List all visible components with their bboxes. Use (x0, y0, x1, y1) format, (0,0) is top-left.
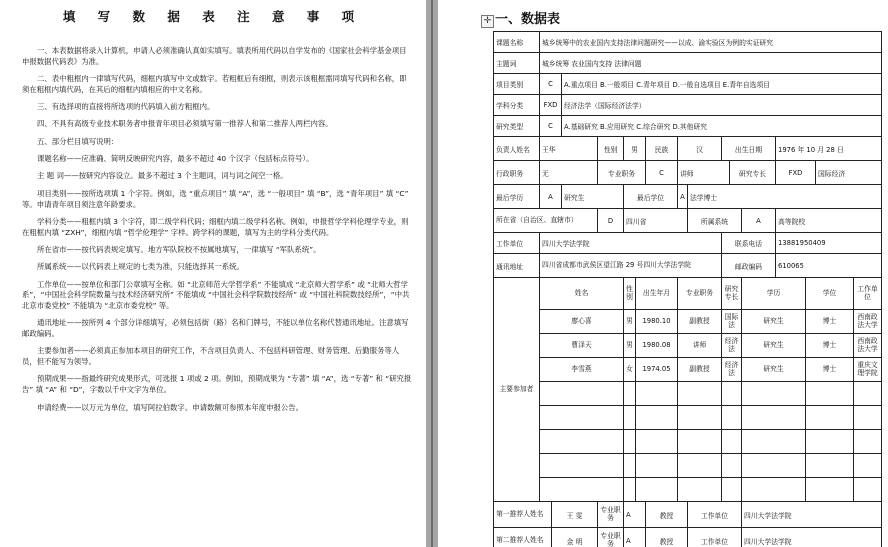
label-phone: 联系电话 (722, 233, 776, 254)
participants-col-header: 专业职务 (678, 278, 722, 310)
label-gender: 性别 (598, 137, 624, 161)
instruction-paragraph: 工作单位——按单位和部门公章填写全称。如 “北京师范大学哲学系” 不能填成 “北京师大哲学系” 或 “北师大哲学系”，“中国社会科学院数量与技术经济研究所” 不能填成 “中国社会科学院数技经所” 或 “中国社科院数技经所”，“中共北京市委党校” 不能填为 “北京市委党校” 等。 (22, 279, 410, 311)
label-province: 所在省（自治区、直辖市） (494, 209, 598, 233)
table-move-handle-icon[interactable]: ✛ (481, 15, 494, 28)
instruction-paragraph: 四、不具有高级专业技术职务者申报青年项目必须填写第一推荐人和第二推荐人两栏内容。 (37, 119, 333, 129)
value-recommender-name[interactable]: 金 明 (552, 528, 598, 547)
row-project-type (494, 74, 882, 95)
project-type-options: A.重点项目 B.一般项目 C.青年项目 D.一般自选项目 E.青年自选项目 (562, 74, 882, 95)
participant-cell[interactable]: 西南政法大学 (854, 310, 882, 334)
research-type-options: A.基础研究 B.应用研究 C.综合研究 D.其他研究 (562, 116, 882, 137)
instruction-paragraph: 课题名称——应准确、简明反映研究内容，最多不超过 40 个汉字（包括标点符号）。 (37, 154, 314, 164)
label-address: 通讯地址 (494, 254, 540, 278)
row-topic (494, 32, 882, 53)
instructions-title: 填 写 数 据 表 注 意 事 项 (62, 9, 364, 24)
instruction-paragraph: 申请经费——以万元为单位，填写阿拉伯数字。申请数额可参照本年度申报公告。 (37, 402, 304, 412)
value-project-type-code[interactable]: C (540, 74, 562, 95)
label-recommender-prof: 专业职务 (598, 528, 624, 547)
value-recommender-unit[interactable]: 四川大学法学院 (742, 502, 882, 528)
participant-cell[interactable]: 1980.08 (636, 334, 678, 358)
row-province (494, 209, 882, 233)
participant-cell[interactable] (722, 406, 742, 430)
instruction-paragraph: 主要参加者——必须真正参加本项目的研究工作，不含项目负责人、不包括科研管理、财务管理、后勤服务等人员，但不能写为领导。 (22, 346, 400, 367)
label-ethnicity: 民族 (646, 137, 678, 161)
participant-cell[interactable]: 讲师 (678, 334, 722, 358)
row-titles (494, 161, 882, 185)
label-project-type: 项目类别 (494, 74, 540, 95)
value-postcode[interactable]: 610065 (776, 254, 882, 278)
participants-col-header: 学历 (742, 278, 806, 310)
data-form-table (493, 31, 882, 547)
participant-row (494, 406, 882, 430)
label-prof-title: 专业职务 (598, 161, 646, 185)
label-postcode: 邮政编码 (722, 254, 776, 278)
instructions-body (22, 46, 412, 420)
participants-col-header: 研究专长 (722, 278, 742, 310)
recommenders-section (494, 502, 882, 547)
participant-cell[interactable] (854, 382, 882, 406)
participant-cell[interactable] (636, 406, 678, 430)
participant-cell[interactable] (742, 406, 806, 430)
participant-cell[interactable]: 经济法 (722, 334, 742, 358)
participant-cell[interactable] (678, 478, 722, 502)
participants-col-header: 出生年月 (636, 278, 678, 310)
label-main-participants: 主要参加者 (494, 278, 540, 502)
participant-row (494, 454, 882, 478)
recommender-row (494, 528, 882, 547)
participant-row (494, 310, 882, 334)
participant-cell[interactable] (806, 430, 854, 454)
instruction-paragraph: 所属系统——以代码表上规定的七类为准，只能选择其一系统。 (37, 262, 244, 272)
participant-cell[interactable]: 重庆文理学院 (854, 358, 882, 382)
instruction-paragraph: 二、表中粗框内一律填写代码，细框内填写中文或数字。若粗框后有细框，则表示该粗框需同填写代码和名称，即须在粗框内填代码，在其后的细框内填相应的中文名称。 (22, 74, 407, 94)
value-recommender-unit[interactable]: 四川大学法学院 (742, 528, 882, 547)
participant-cell[interactable] (636, 454, 678, 478)
participant-cell[interactable]: 研究生 (742, 310, 806, 334)
participants-header-row (494, 278, 882, 310)
participant-cell[interactable] (636, 478, 678, 502)
participant-cell[interactable] (636, 430, 678, 454)
row-discipline (494, 95, 882, 116)
participant-cell[interactable] (540, 478, 624, 502)
recommender-row (494, 502, 882, 528)
section-title: 一、数据表 (495, 12, 561, 27)
participant-cell[interactable] (806, 454, 854, 478)
participant-cell[interactable] (624, 430, 636, 454)
label-leader-name: 负责人姓名 (494, 137, 540, 161)
value-phone[interactable]: 13881950409 (776, 233, 882, 254)
participant-cell[interactable]: 博士 (806, 358, 854, 382)
instruction-paragraph: 学科分类——粗框内填 3 个字符，即二级学科代码；细框内填二级学科名称。例如，申报哲学学科伦理学专业，则在粗框内填 “ZXH”，细框内填 “哲学伦理学” 字样。跨学科的课题，填写为主的学科分类代码。 (22, 216, 409, 237)
instructions-page (0, 0, 426, 547)
participant-cell[interactable] (624, 454, 636, 478)
value-gender[interactable]: 男 (624, 137, 646, 161)
participant-cell[interactable] (624, 382, 636, 406)
participant-cell[interactable]: 女 (624, 358, 636, 382)
instruction-paragraph: 三、有选择项的直接将所选项的代码填入前方粗框内。 (37, 102, 215, 112)
participant-cell[interactable]: 李雪燕 (540, 358, 624, 382)
participant-cell[interactable]: 博士 (806, 334, 854, 358)
value-province-code[interactable]: D (598, 209, 624, 233)
participant-cell[interactable] (722, 478, 742, 502)
label-discipline: 学科分类 (494, 95, 540, 116)
participant-cell[interactable]: 1974.05 (636, 358, 678, 382)
label-keywords: 主题词 (494, 53, 540, 74)
instruction-paragraph: 所在省市——按代码表规定填写。地方军队院校不按属地填写，一律填写 “军队系统”。 (37, 244, 321, 254)
participant-cell[interactable] (742, 454, 806, 478)
value-education-name[interactable]: 研究生 (562, 185, 624, 209)
participant-cell[interactable] (624, 478, 636, 502)
value-discipline-code[interactable]: FXD (540, 95, 562, 116)
value-ethnicity[interactable]: 汉 (678, 137, 722, 161)
label-work-unit: 工作单位 (494, 233, 540, 254)
participant-cell[interactable]: 廖心喜 (540, 310, 624, 334)
value-admin-title[interactable]: 无 (540, 161, 598, 185)
value-address[interactable]: 四川省成都市武侯区望江路 29 号四川大学法学院 (540, 254, 722, 278)
label-birth-date: 出生日期 (722, 137, 776, 161)
participant-cell[interactable] (854, 454, 882, 478)
value-recommender-name[interactable]: 王 雯 (552, 502, 598, 528)
label-topic: 课题名称 (494, 32, 540, 53)
participant-cell[interactable]: 男 (624, 334, 636, 358)
participant-cell[interactable] (742, 382, 806, 406)
participant-cell[interactable] (624, 406, 636, 430)
participant-cell[interactable] (806, 382, 854, 406)
participant-cell[interactable]: 1980.10 (636, 310, 678, 334)
participant-cell[interactable]: 经济法 (722, 358, 742, 382)
row-keywords (494, 53, 882, 74)
instruction-paragraph: 预期成果——指最终研究成果形式，可选报 1 项或 2 项。例如，预期成果为 “专著” 填 “A”，选 “专著” 和 “研究报告” 填 “A” 和 “D”，字数以千中文字为单位。 (22, 374, 412, 395)
value-degree-name[interactable]: 法学博士 (688, 185, 882, 209)
participant-cell[interactable] (742, 478, 806, 502)
participant-cell[interactable] (678, 406, 722, 430)
participant-row (494, 478, 882, 502)
participant-cell[interactable] (540, 430, 624, 454)
page-divider (431, 0, 433, 547)
row-research-type (494, 116, 882, 137)
label-recommender-unit: 工作单位 (688, 528, 742, 547)
participant-cell[interactable]: 男 (624, 310, 636, 334)
value-prof-title-code[interactable]: C (646, 161, 678, 185)
participant-cell[interactable] (722, 430, 742, 454)
participant-cell[interactable] (742, 430, 806, 454)
row-education (494, 185, 882, 209)
label-system: 所属系统 (688, 209, 742, 233)
participant-cell[interactable] (854, 478, 882, 502)
value-leader-name[interactable]: 王华 (540, 137, 598, 161)
value-recommender-prof-name[interactable]: 教授 (646, 502, 688, 528)
label-research-type: 研究类型 (494, 116, 540, 137)
row-leader (494, 137, 882, 161)
value-work-unit[interactable]: 四川大学法学院 (540, 233, 722, 254)
participant-cell[interactable]: 西南政法大学 (854, 334, 882, 358)
label-education: 最后学历 (494, 185, 540, 209)
value-research-type-code[interactable]: C (540, 116, 562, 137)
value-system-name[interactable]: 高等院校 (776, 209, 882, 233)
value-system-code[interactable]: A (742, 209, 776, 233)
row-work-unit (494, 233, 882, 254)
label-research-specialty: 研究专长 (730, 161, 776, 185)
label-admin-title: 行政职务 (494, 161, 540, 185)
instruction-paragraph: 五、部分栏目填写说明： (37, 136, 119, 146)
value-research-specialty-code[interactable]: FXD (776, 161, 816, 185)
label-recommender: 第二推荐人姓名 (494, 528, 552, 547)
participant-cell[interactable] (540, 406, 624, 430)
participants-col-header: 姓名 (540, 278, 624, 310)
participants-col-header: 工作单位 (854, 278, 882, 310)
participant-row (494, 358, 882, 382)
participant-cell[interactable] (854, 406, 882, 430)
participants-col-header: 学位 (806, 278, 854, 310)
value-research-specialty-name[interactable]: 国际经济 (816, 161, 882, 185)
value-topic[interactable]: 城乡统筹中的农业国内支持法律问题研究——以成、渝实验区为例的实证研究 (540, 32, 882, 53)
participant-cell[interactable] (540, 454, 624, 478)
instruction-paragraph: 项目类别——按所选项填 1 个字符。例如，选 “重点项目” 填 “A”，选 “一般项目” 填 “B”，选 “青年项目” 填 “C” 等。申请青年项目须注意年龄要求。 (22, 188, 409, 209)
participant-cell[interactable] (806, 406, 854, 430)
value-degree-code[interactable]: A (678, 185, 688, 209)
participant-cell[interactable] (722, 382, 742, 406)
instruction-paragraph: 一、本表数据将录入计算机，申请人必须准确认真如实填写。填表所用代码以自学发布的《国家社会科学基金项目申报数据代码表》为准。 (22, 46, 407, 66)
value-recommender-prof-code[interactable]: A (624, 502, 646, 528)
participant-cell[interactable] (722, 454, 742, 478)
participant-cell[interactable]: 研究生 (742, 358, 806, 382)
participant-cell[interactable]: 副教授 (678, 358, 722, 382)
label-recommender: 第一推荐人姓名 (494, 502, 552, 528)
participant-cell[interactable] (854, 430, 882, 454)
value-prof-title-name[interactable]: 讲师 (678, 161, 730, 185)
participant-cell[interactable]: 博士 (806, 310, 854, 334)
participant-row (494, 382, 882, 406)
participant-cell[interactable]: 研究生 (742, 334, 806, 358)
value-education-code[interactable]: A (540, 185, 562, 209)
participants-section (494, 278, 882, 502)
value-keywords[interactable]: 城乡统筹 农业国内支持 法律问题 (540, 53, 882, 74)
instruction-paragraph: 通讯地址——按所列 4 个部分详细填写，必须包括街（路）名和门牌号，不能以单位名称代替通讯地址。注意填写邮政编码。 (22, 318, 409, 339)
value-recommender-prof-code[interactable]: A (624, 528, 646, 547)
label-degree: 最后学位 (624, 185, 678, 209)
participant-cell[interactable] (678, 382, 722, 406)
label-recommender-prof: 专业职务 (598, 502, 624, 528)
participant-cell[interactable]: 国际法 (722, 310, 742, 334)
participant-row (494, 430, 882, 454)
row-address (494, 254, 882, 278)
participant-cell[interactable]: 曹泽天 (540, 334, 624, 358)
value-recommender-prof-name[interactable]: 教授 (646, 528, 688, 547)
participant-cell[interactable] (678, 430, 722, 454)
participants-col-header: 性别 (624, 278, 636, 310)
value-birth-date[interactable]: 1976 年 10 月 28 日 (776, 137, 882, 161)
label-recommender-unit: 工作单位 (688, 502, 742, 528)
value-province-name[interactable]: 四川省 (624, 209, 688, 233)
data-table-page (438, 0, 888, 547)
participant-cell[interactable] (636, 382, 678, 406)
participant-row (494, 334, 882, 358)
participant-cell[interactable] (540, 382, 624, 406)
instruction-paragraph: 主 题 词——按研究内容设立。最多不超过 3 个主题词，词与词之间空一格。 (37, 171, 288, 181)
participant-cell[interactable] (806, 478, 854, 502)
participant-cell[interactable]: 副教授 (678, 310, 722, 334)
value-discipline-name[interactable]: 经济法学（国际经济法学） (562, 95, 882, 116)
participant-cell[interactable] (678, 454, 722, 478)
